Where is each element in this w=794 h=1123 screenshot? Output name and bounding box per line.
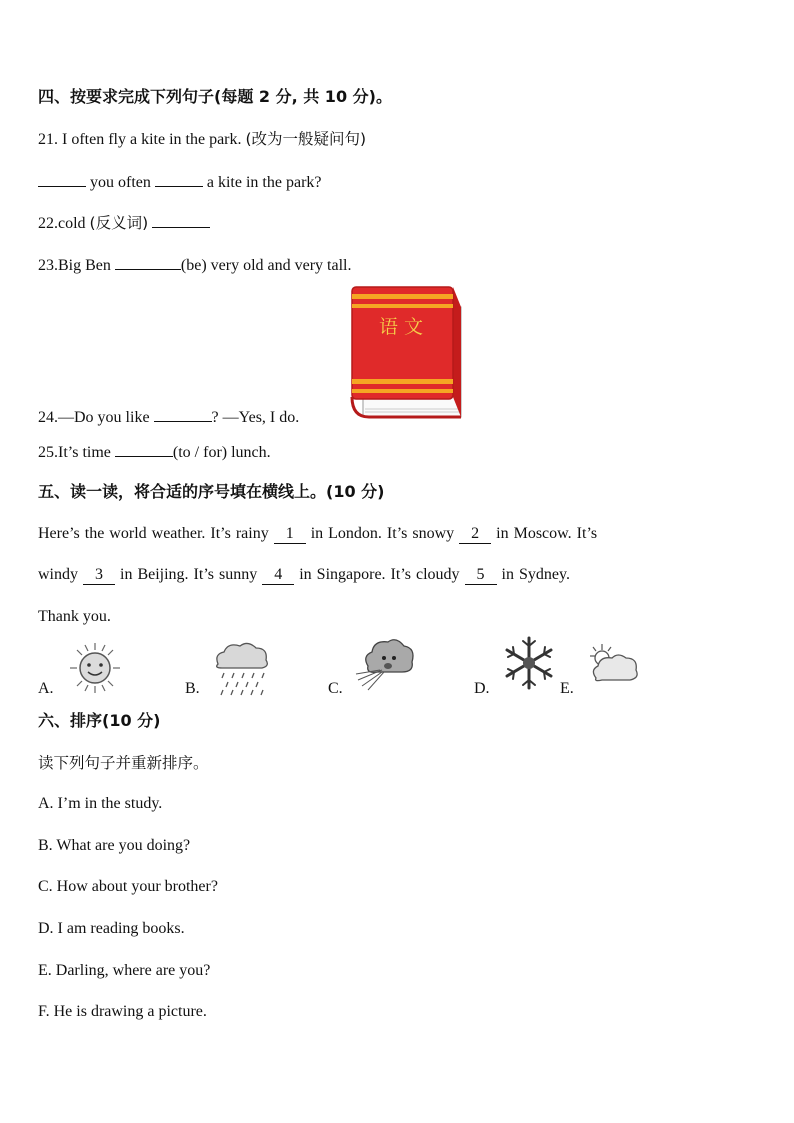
sentence-item: C. How about your brother? bbox=[38, 878, 218, 895]
q22-instruction: (反义词) bbox=[89, 214, 149, 232]
answer-blank-3[interactable]: 3 bbox=[83, 566, 115, 585]
wind-cloud-icon bbox=[352, 636, 422, 692]
cloudy-icon bbox=[584, 642, 642, 696]
section4-heading: 四、按要求完成下列句子(每题 2 分, 共 10 分)。 bbox=[38, 87, 392, 106]
q22-blank[interactable] bbox=[152, 211, 210, 228]
q24-blank[interactable] bbox=[154, 405, 212, 422]
option-b-label: B. bbox=[185, 680, 200, 697]
sentence-item: F. He is drawing a picture. bbox=[38, 1003, 207, 1020]
section5-heading: 五、读一读，将合适的序号填在横线上。(10 分) bbox=[38, 482, 385, 501]
question-24 bbox=[38, 405, 299, 429]
q23-number: 23 bbox=[38, 257, 54, 274]
q24-text: .—Do you like bbox=[54, 409, 150, 426]
q25-blank[interactable] bbox=[115, 440, 173, 457]
book-title: 语 文 bbox=[378, 316, 424, 338]
q25-number: 25 bbox=[38, 444, 54, 461]
q21-answer-text-a: you often bbox=[90, 174, 151, 191]
q23-rest: (be) very old and very tall. bbox=[180, 257, 352, 274]
sentence-item: D. I am reading books. bbox=[38, 920, 185, 937]
answer-blank-4[interactable]: 4 bbox=[262, 566, 294, 585]
snowflake-icon bbox=[500, 634, 558, 692]
rain-cloud-icon bbox=[210, 640, 272, 696]
weather-text-2d: in Sydney. bbox=[501, 566, 570, 583]
q21-sentence: . I often fly a kite in the park. bbox=[54, 131, 246, 148]
q25-text: .It’s time bbox=[54, 444, 111, 461]
option-a-label: A. bbox=[38, 680, 54, 697]
chinese-book-icon bbox=[349, 285, 467, 421]
sentence-item: E. Darling, where are you? bbox=[38, 962, 211, 979]
sun-icon bbox=[63, 640, 127, 696]
weather-line-1 bbox=[38, 523, 597, 545]
question-22 bbox=[38, 211, 210, 235]
weather-text-1a: Here’s the world weather. It’s rainy bbox=[38, 525, 269, 542]
q24-rest: ? —Yes, I do. bbox=[211, 409, 300, 426]
q22-word: .cold bbox=[54, 215, 90, 232]
sentence-item: A. I’m in the study. bbox=[38, 795, 163, 812]
question-21-answer-line bbox=[38, 170, 322, 194]
option-c-label: C. bbox=[328, 680, 343, 697]
q21-instruction: (改为一般疑问句) bbox=[245, 130, 367, 148]
q21-answer-text-b: a kite in the park? bbox=[206, 174, 322, 191]
question-21 bbox=[38, 128, 366, 151]
sentence-item: B. What are you doing? bbox=[38, 837, 191, 854]
weather-line-2 bbox=[38, 564, 570, 586]
q21-number: 21 bbox=[38, 131, 54, 148]
weather-text-2a: windy bbox=[38, 566, 78, 583]
section6-heading: 六、排序(10 分) bbox=[38, 711, 161, 730]
q24-number: 24 bbox=[38, 409, 54, 426]
weather-text-1b: in London. It’s snowy bbox=[310, 525, 455, 542]
option-e-label: E. bbox=[560, 680, 574, 697]
option-d-label: D. bbox=[474, 680, 490, 697]
q21-blank-2[interactable] bbox=[155, 170, 203, 187]
q23-text: .Big Ben bbox=[54, 257, 111, 274]
q22-number: 22 bbox=[38, 215, 54, 232]
question-25 bbox=[38, 440, 271, 464]
weather-text-2c: in Singapore. It’s cloudy bbox=[299, 566, 460, 583]
q25-rest: (to / for) lunch. bbox=[172, 444, 271, 461]
answer-blank-5[interactable]: 5 bbox=[465, 566, 497, 585]
answer-blank-1[interactable]: 1 bbox=[274, 525, 306, 544]
weather-text-2b: in Beijing. It’s sunny bbox=[120, 566, 258, 583]
q21-blank-1[interactable] bbox=[38, 170, 86, 187]
question-23 bbox=[38, 253, 352, 277]
q23-blank[interactable] bbox=[115, 253, 181, 270]
answer-blank-2[interactable]: 2 bbox=[459, 525, 491, 544]
section6-instruction: 读下列句子并重新排序。 bbox=[38, 754, 209, 772]
weather-text-1c: in Moscow. It’s bbox=[496, 525, 598, 542]
weather-thank-you: Thank you. bbox=[38, 608, 111, 625]
